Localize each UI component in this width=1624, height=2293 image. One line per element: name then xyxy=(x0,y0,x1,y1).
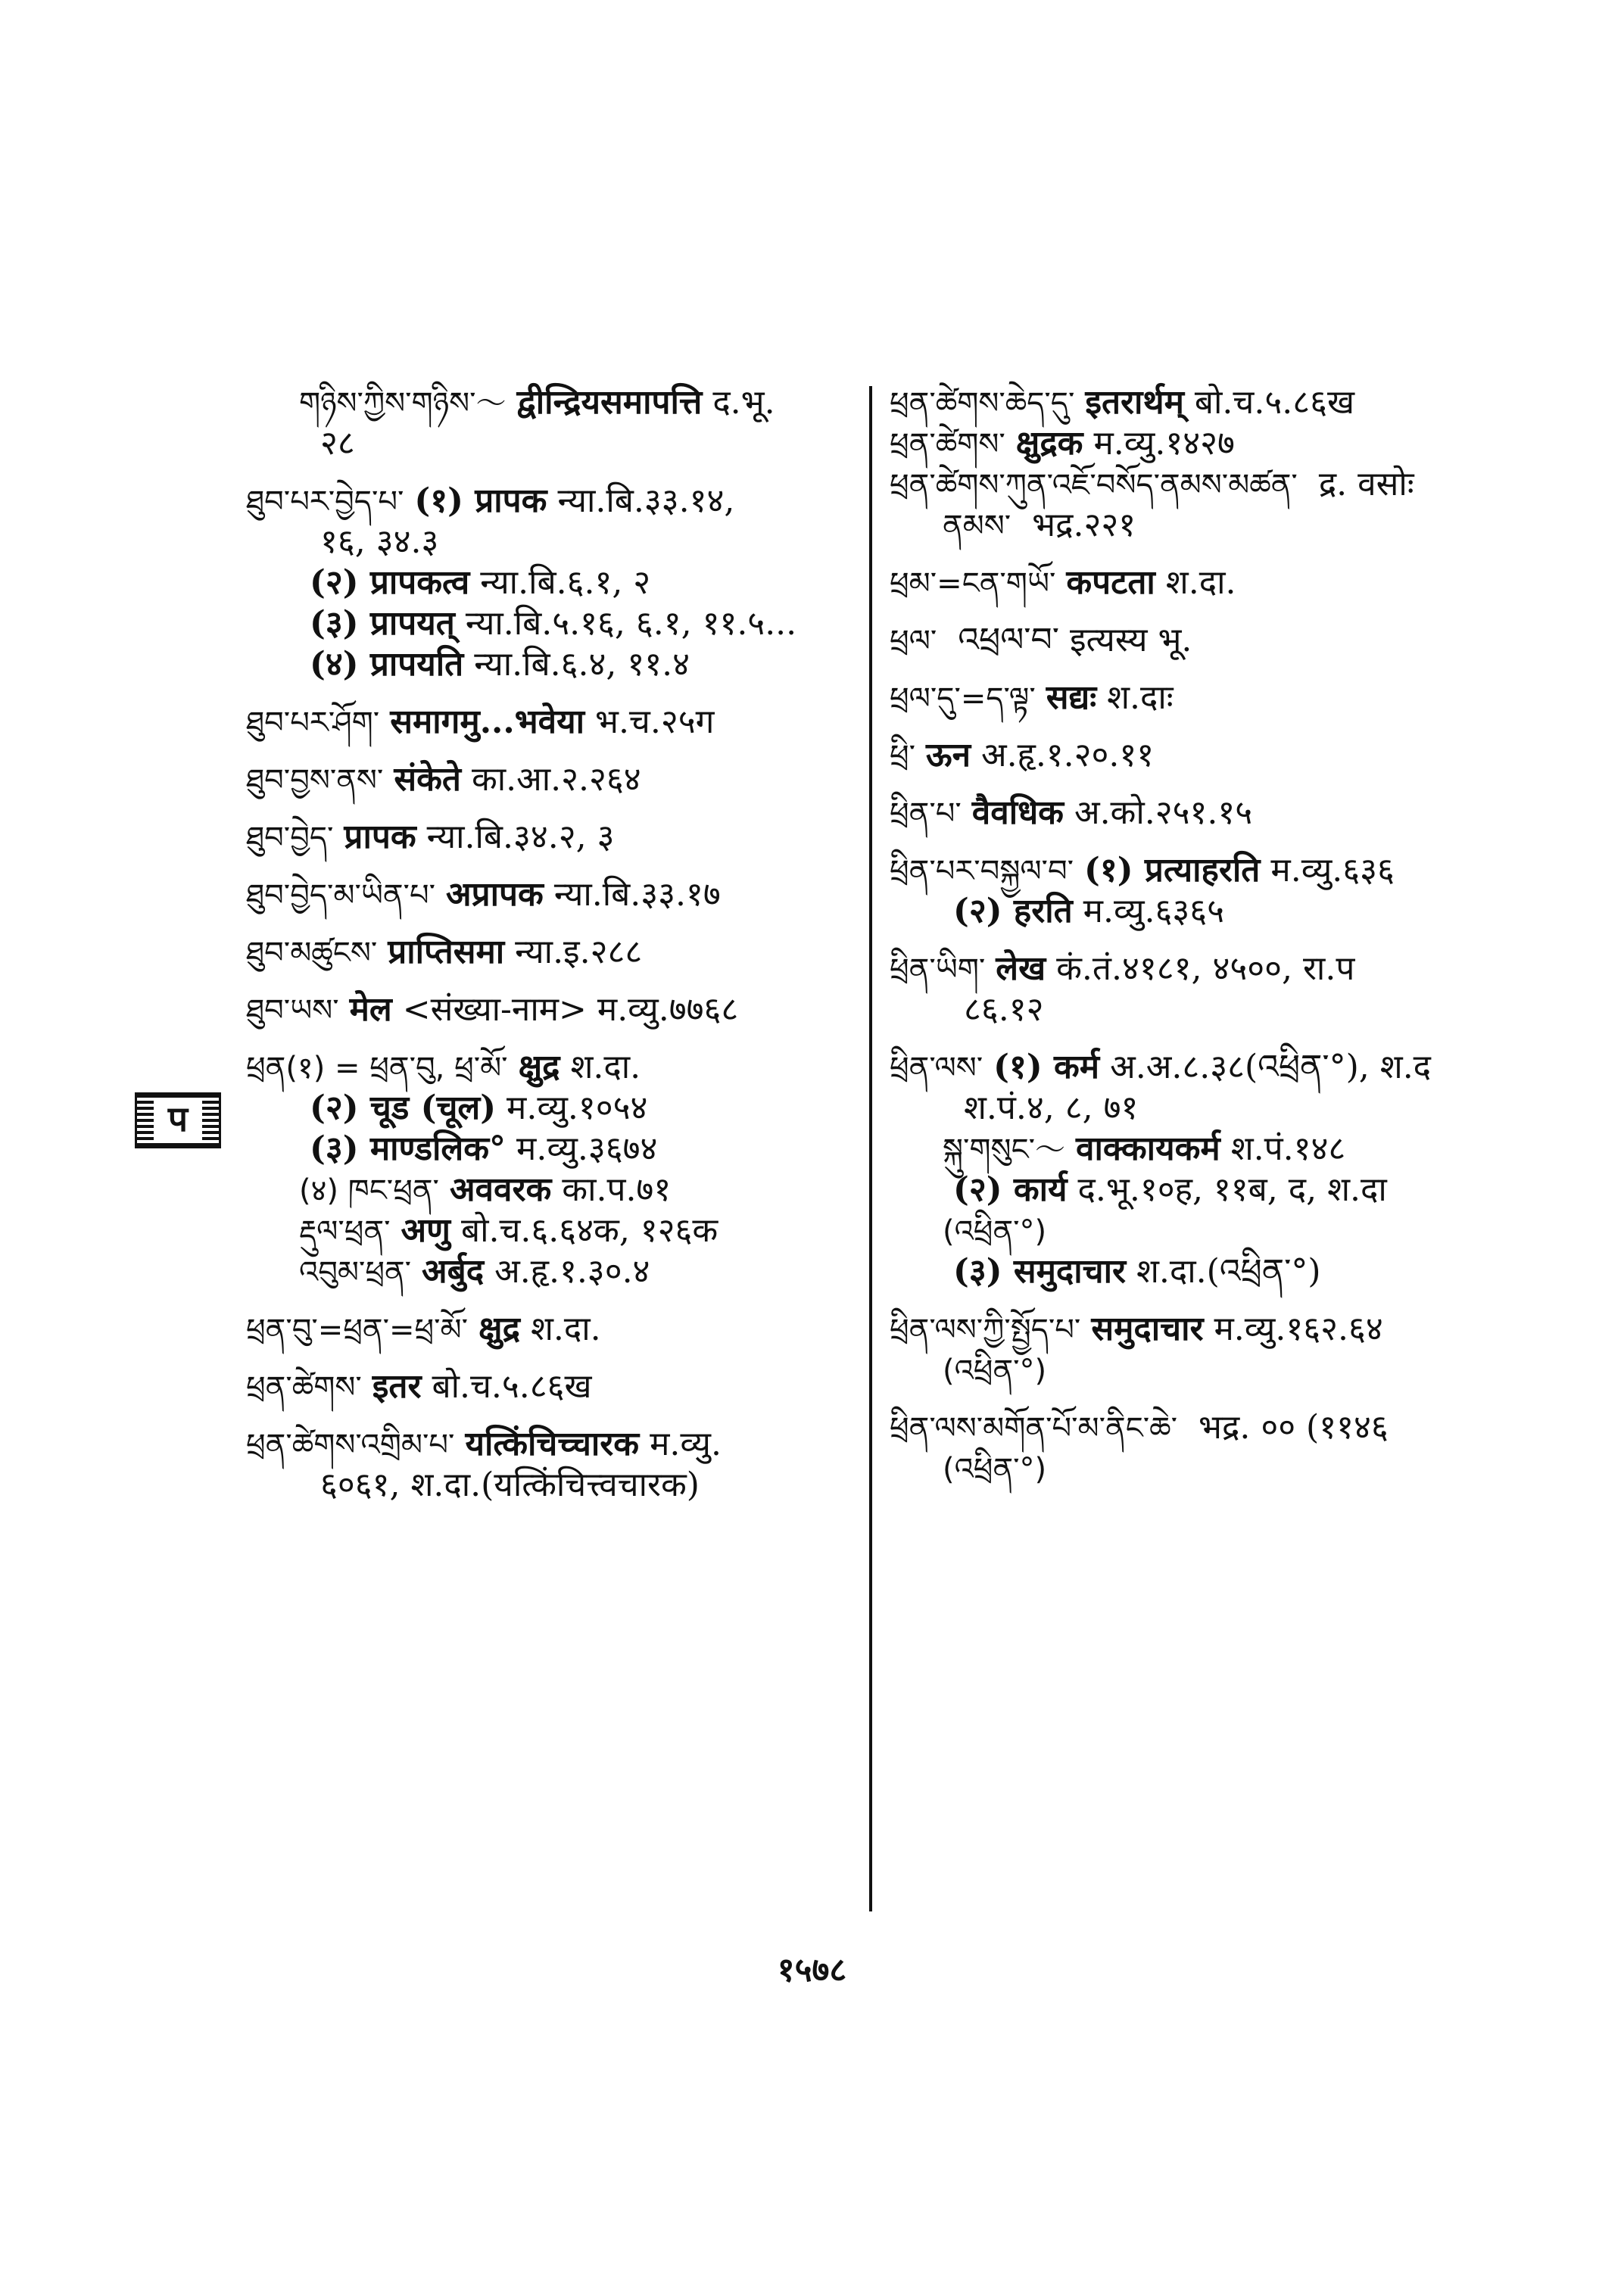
tibetan-term: ཐུབ་བྱེད་ xyxy=(246,821,334,855)
source-reference: श.दा. xyxy=(530,1310,601,1348)
tibetan-term: (འཕྲིན་°) xyxy=(943,1354,1047,1388)
tibetan-term: ཕྲན(१) = ཕྲན་བུ, ཕྲ་མོ་ xyxy=(246,1051,508,1086)
sanskrit-term: (३) माण्डलिक° xyxy=(310,1129,507,1168)
tibetan-term: ནམས་ xyxy=(943,509,1011,544)
source-reference: ६०६१, श.दा.(यत्किंचित्त्वचारक) xyxy=(320,1466,700,1504)
source-reference: का.प.७१ xyxy=(562,1170,672,1209)
source-reference: अ.अ.८.३८(འཕྲིན་°), श.द xyxy=(1110,1048,1432,1086)
sanskrit-term: वैवधिक xyxy=(971,793,1064,832)
dictionary-entry-line xyxy=(890,891,1480,932)
dictionary-entry-line xyxy=(246,644,859,685)
sanskrit-term: मेल xyxy=(349,990,392,1029)
dictionary-entry-line xyxy=(246,1129,859,1170)
source-reference: बो.च.५.८६ख xyxy=(1194,383,1354,422)
sanskrit-term: क्षुद्र xyxy=(518,1048,560,1086)
sanskrit-term: इतर xyxy=(372,1367,422,1406)
source-reference: ८६.१२ xyxy=(964,990,1044,1029)
dictionary-entry-line xyxy=(890,464,1480,505)
source-reference: न्या.बि.५.१६, ६.१, ११.५... xyxy=(465,604,797,643)
tibetan-term: ཕྲན་ཚེགས་ xyxy=(246,1370,362,1405)
source-reference: बो.च.६.६४क, १२६क xyxy=(460,1211,718,1250)
dictionary-entry-line xyxy=(246,1088,859,1129)
sanskrit-term: वाक्कायकर्म xyxy=(1076,1129,1220,1168)
dictionary-entry-line xyxy=(890,949,1480,989)
source-reference: श.दा.(འཕྲིན་°) xyxy=(1136,1252,1321,1291)
sanskrit-term: अणु xyxy=(401,1211,450,1250)
sanskrit-term: (२) कार्य xyxy=(953,1170,1068,1209)
sanskrit-term: प्राप्तिसमा xyxy=(388,933,505,971)
section-letter-tab xyxy=(135,1092,221,1148)
dictionary-entry-line xyxy=(890,850,1480,891)
source-reference: श.दाः xyxy=(1107,678,1174,717)
dictionary-entry-line xyxy=(246,1251,859,1292)
dictionary-entry-line xyxy=(890,1448,1480,1489)
sanskrit-term: (२) चूड (चूल) xyxy=(310,1089,497,1127)
sanskrit-term: ऊन xyxy=(926,736,971,774)
dictionary-entry-line xyxy=(890,1350,1480,1391)
source-reference: द्र. वसोः xyxy=(1318,465,1414,503)
source-reference: द.भू.१०ह, ११ब, द, श.दा xyxy=(1077,1170,1387,1209)
tibetan-term: ཕྲན་ཚེགས་ཆེད་དུ་ xyxy=(890,386,1075,421)
source-reference: १६, ३४.३ xyxy=(320,522,439,561)
source-reference: भद्र.२२१ xyxy=(1032,506,1136,544)
tibetan-term: ཕྲལ་ xyxy=(890,624,937,659)
sanskrit-term: कपटता xyxy=(1066,563,1155,602)
right-column xyxy=(890,382,1480,1489)
tibetan-term: (འཕྲིན་°) xyxy=(943,1214,1047,1249)
tibetan-term: (४) ཁང་ཕྲན་ xyxy=(299,1173,439,1208)
source-reference: अ.हृ.१.३०.४ xyxy=(494,1252,650,1291)
tibetan-term: ཐུབ་མཚུངས་ xyxy=(246,936,378,970)
dictionary-entry-line xyxy=(890,562,1480,603)
tibetan-term: ཐུབ་བྱས་ནས་ xyxy=(246,763,384,798)
dictionary-entry-line xyxy=(246,874,859,915)
dictionary-entry-line xyxy=(890,423,1480,464)
source-reference: न्या.इ.२८८ xyxy=(515,933,643,971)
tibetan-term: ཕྲིན་ཡིག་ xyxy=(890,952,986,987)
dictionary-entry-line xyxy=(890,1407,1480,1448)
source-reference: श.पं.४, ८, ७१ xyxy=(964,1089,1139,1127)
tibetan-term: ཕྲིན་པར་བསྐྱལ་བ་ xyxy=(890,854,1074,889)
tibetan-term: ཕྲན་ཚེགས་ཀུན་འཇོ་བསོད་ནམས་མཚན་ xyxy=(890,468,1298,503)
dictionary-entry-line xyxy=(890,678,1480,718)
tibetan-term: ཐུབ་བྱེད་མ་ཡིན་པ་ xyxy=(246,878,435,913)
tibetan-term: ཕྲི་ xyxy=(890,739,916,774)
dictionary-entry-line xyxy=(246,759,859,800)
dictionary-entry-line xyxy=(246,989,859,1030)
source-reference: भद्र. ०० (११४६ xyxy=(1199,1408,1389,1447)
dictionary-entry-line xyxy=(890,793,1480,833)
dictionary-entry-line xyxy=(246,1424,859,1465)
tibetan-term: ཐུབ་པར་བྱེད་པ་ xyxy=(246,484,404,519)
sanskrit-term: यत्किंचिच्चारक xyxy=(465,1425,640,1463)
dictionary-entry-line xyxy=(246,382,859,423)
sanskrit-term: क्षुद्रक xyxy=(1015,424,1083,463)
dictionary-entry-line xyxy=(246,817,859,858)
sanskrit-term: सद्यः xyxy=(1046,678,1097,717)
dictionary-entry-line xyxy=(890,1210,1480,1251)
dictionary-entry-line xyxy=(890,505,1480,546)
source-reference: बो.च.५.८६ख xyxy=(432,1367,592,1406)
dictionary-entry-line xyxy=(246,1309,859,1350)
tibetan-term: ཐུབ་ཡས་ xyxy=(246,993,339,1028)
source-reference: म.व्यु.१४२७ xyxy=(1093,424,1235,463)
tibetan-term: ཐུབ་པར་ཤོག་ xyxy=(246,706,380,740)
dictionary-entry-line xyxy=(246,423,859,464)
tibetan-term: ཕྲིན་ལས་ xyxy=(890,1051,983,1086)
tibetan-term: ཕྲིན་ལས་མགོན་པོ་མ་ནིང་ཆེ་ xyxy=(890,1411,1178,1446)
sanskrit-term: (२) प्रापकत्व xyxy=(310,563,470,602)
dictionary-entry-line xyxy=(890,735,1480,776)
page-number: १५७८ xyxy=(777,1951,847,1989)
sanskrit-term: (३) प्रापयत् xyxy=(310,604,455,643)
dictionary-entry-line xyxy=(246,603,859,644)
tibetan-term: ཕྲན་ཚེགས་འགྲིམ་པ་ xyxy=(246,1428,455,1463)
sanskrit-term: (१) प्रापक xyxy=(414,481,547,520)
tibetan-term: ཕྲམ་=ངན་གཡོ་ xyxy=(890,566,1056,601)
dictionary-entry-line xyxy=(890,1047,1480,1088)
tibetan-term: ཕྲལ་དུ་=ད་ལྟ་ xyxy=(890,681,1036,716)
tibetan-term: ཕྲིན་པ་ xyxy=(890,796,962,831)
source-reference: न्या.बि.६.१, २ xyxy=(480,563,651,602)
source-reference: म.व्यु.३६७४ xyxy=(516,1129,658,1168)
sanskrit-term: (४) प्रापयति xyxy=(310,645,464,684)
sanskrit-term: (१) प्रत्याहरति xyxy=(1084,851,1261,889)
tibetan-term: གཉིས་ཀྱིས་གཉིས་～ xyxy=(299,386,507,421)
dictionary-entry-line xyxy=(246,1210,859,1251)
sanskrit-term: प्रापक xyxy=(344,818,416,856)
sanskrit-term: अववरक xyxy=(449,1170,552,1209)
source-reference: अ.को.२५१.१५ xyxy=(1074,793,1253,832)
source-reference: २८ xyxy=(320,424,355,463)
left-column xyxy=(246,382,859,1506)
source-reference: न्या.बि.३४.२, ३ xyxy=(426,818,615,856)
column-divider xyxy=(869,386,872,1911)
source-reference: न्या.बि.३३.१७ xyxy=(553,875,721,914)
tibetan-term: (འཕྲིན་°) xyxy=(943,1452,1047,1487)
source-reference: म.व्यु.१०५४ xyxy=(507,1089,648,1127)
dictionary-entry-line xyxy=(890,1129,1480,1170)
tibetan-term: ཕྲན་ཚེགས་ xyxy=(890,427,1005,462)
source-reference: म.व्यु.६३६ xyxy=(1270,851,1395,889)
dictionary-entry-line xyxy=(890,989,1480,1030)
sanskrit-term: द्वीन्द्रियसमापत्ति xyxy=(516,383,703,422)
source-reference: कं.तं.४१८१, ४५००, रा.प xyxy=(1056,949,1355,988)
sanskrit-term: लेख xyxy=(996,949,1046,988)
section-letter: प xyxy=(154,1098,202,1140)
source-reference: म.व्यु.६३६५ xyxy=(1083,892,1225,930)
dictionary-entry-line xyxy=(246,702,859,743)
source-reference: श.दा. xyxy=(570,1048,641,1086)
dictionary-entry-line xyxy=(246,522,859,562)
source-reference: म.व्यु.१६२.६४ xyxy=(1214,1310,1383,1348)
dictionary-entry-line xyxy=(246,932,859,973)
sanskrit-term: अप्रापक xyxy=(446,875,544,914)
sanskrit-term: संकेते xyxy=(394,760,461,799)
sanskrit-term: अर्बुद xyxy=(422,1252,485,1291)
dictionary-entry-line xyxy=(246,1047,859,1088)
sanskrit-term: (१) कर्म xyxy=(993,1048,1100,1086)
dictionary-entry-line xyxy=(890,1170,1480,1210)
tibetan-term: རྡུལ་ཕྲན་ xyxy=(299,1214,391,1249)
dictionary-entry-line xyxy=(890,620,1480,661)
sanskrit-term: इतरार्थम् xyxy=(1085,383,1184,422)
tibetan-term: འབུམ་ཕྲན་ xyxy=(299,1255,412,1290)
dictionary-entry-line xyxy=(890,1251,1480,1292)
sanskrit-term: (२) हरति xyxy=(953,892,1073,930)
source-reference: भ.च.२५ग xyxy=(595,703,715,741)
dictionary-entry-line xyxy=(246,1465,859,1506)
source-reference: द.भू. xyxy=(712,383,775,422)
sanskrit-term: (३) समुदाचार xyxy=(953,1252,1126,1291)
dictionary-entry-line xyxy=(246,1170,859,1210)
sanskrit-term: क्षुद्र xyxy=(478,1310,520,1348)
tibetan-term: ཕྲིན་ལས་ཀྱི་སྤྱོད་པ་ xyxy=(890,1313,1081,1347)
dictionary-entry-line xyxy=(890,1088,1480,1129)
tibetan-term: སྐུ་གསུང་～ xyxy=(943,1132,1066,1167)
source-reference: म.व्यु. xyxy=(650,1425,722,1463)
source-reference: न्या.बि.६.४, ११.४ xyxy=(474,645,690,684)
dictionary-entry-line xyxy=(246,481,859,522)
source-reference: श.दा. xyxy=(1165,563,1236,602)
sanskrit-term: समागमु...भवेया xyxy=(390,703,585,741)
dictionary-entry-line xyxy=(246,562,859,603)
source-reference: འཕྲལ་བ་ इत्यस्य भू. xyxy=(958,621,1192,659)
sanskrit-term: समुदाचार xyxy=(1091,1310,1204,1348)
dictionary-entry-line xyxy=(890,1309,1480,1350)
source-reference: अ.हृ.१.२०.११ xyxy=(981,736,1155,774)
source-reference: <संख्या-नाम> म.व्यु.७७६८ xyxy=(402,990,739,1029)
source-reference: न्या.बि.३३.१४, xyxy=(557,481,735,520)
source-reference: श.पं.१४८ xyxy=(1230,1129,1346,1168)
dictionary-entry-line xyxy=(246,1366,859,1407)
dictionary-entry-line xyxy=(890,382,1480,423)
source-reference: का.आ.२.२६४ xyxy=(471,760,641,799)
tibetan-term: ཕྲན་བུ་=ཕྲན་=ཕྲ་མོ་ xyxy=(246,1313,469,1347)
